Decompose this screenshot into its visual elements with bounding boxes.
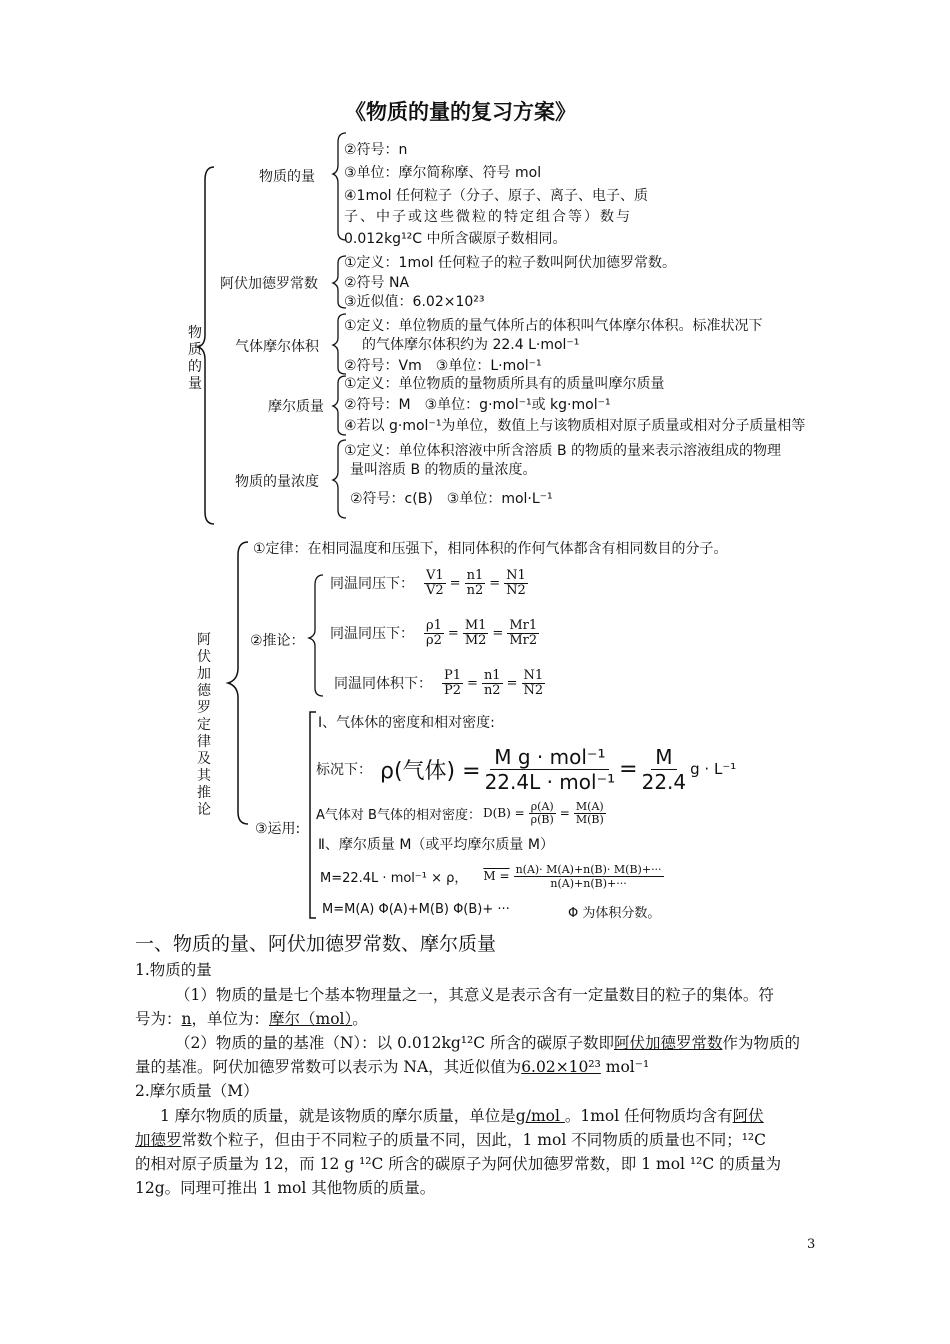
denominator: ρ2 <box>426 632 442 648</box>
amount-item-1: ②符号：n <box>344 142 408 158</box>
fraction <box>514 863 664 890</box>
fraction <box>442 669 463 698</box>
para-1-title: 1.物质的量 <box>135 961 212 979</box>
numerator: N1 <box>523 667 544 683</box>
numerator: P1 <box>444 667 462 683</box>
mix-formula: M=M(A) Φ(A)+M(B) Φ(B)+ ··· <box>322 902 510 917</box>
app-sub1: Ⅰ、气体休的密度和相对密度: <box>318 715 495 731</box>
denominator: n2 <box>466 582 484 598</box>
page-title: 《物质的量的复习方案》 <box>345 100 576 124</box>
numerator: M <box>651 745 676 770</box>
root-label-law: 阿伏加德罗定律及其推论 <box>197 632 211 818</box>
molar-volume-item-2: 的气体摩尔体积约为 22.4 L·mol⁻¹ <box>362 337 580 353</box>
text: 作为物质的 <box>722 1034 801 1052</box>
numerator: Mr1 <box>509 617 538 633</box>
fraction <box>574 801 606 826</box>
underlined-text: 阿伏加德罗常数 <box>614 1034 723 1052</box>
numerator: ρ1 <box>426 617 442 633</box>
numerator: n1 <box>466 567 484 583</box>
molar-mass-item-1: ①定义：单位物质的量物质所具有的质量叫摩尔质量 <box>344 376 665 392</box>
numerator: n1 <box>483 667 501 683</box>
branch-label-molar-mass: 摩尔质量 <box>268 399 324 415</box>
numerator: V1 <box>426 567 444 583</box>
denominator: n2 <box>483 682 501 698</box>
molar-volume-item-1: ①定义：单位物质的量气体所占的体积叫气体摩尔体积。标准状况下 <box>344 318 763 334</box>
para-1-line-b <box>135 1007 368 1032</box>
text: ，单位为： <box>191 1010 270 1028</box>
text: 。1mol 任何物质均含有 <box>564 1107 733 1125</box>
relative-density: A气体对 B气体的相对密度： D(B) = $\frac{\rho(A)}{\rho(B)}$ = $\frac{M(A)}{M(B)}$ <box>316 799 604 826</box>
molar-mass-item-2: ②符号：M ③单位：g·mol⁻¹或 kg·mol⁻¹ <box>344 397 611 413</box>
page-number: 3 <box>807 1237 816 1252</box>
avogadro-item-1: ①定义：1mol 任何粒子的粒子数叫阿伏加德罗常数。 <box>344 255 676 271</box>
fraction <box>424 569 446 598</box>
denominator: ρ(B) <box>530 812 554 826</box>
para-2-line-b <box>135 1128 766 1153</box>
law-rule: ①定律：在相同温度和压强下，相同体积的作何气体都含有相同数目的分子。 <box>253 541 728 557</box>
fraction <box>485 745 616 794</box>
denominator: 22.4 <box>641 769 687 794</box>
std-label: 标况下： <box>316 762 372 778</box>
rho-gas: ρ(气体) = <box>380 758 481 784</box>
text: 。 <box>352 1010 368 1028</box>
molar-mass-formulas <box>320 858 666 894</box>
fraction <box>465 569 486 598</box>
fraction <box>522 669 546 698</box>
concentration-item-1: ①定义：单位体积溶液中所含溶质 B 的物质的量来表示溶液组成的物理 <box>344 443 782 459</box>
numerator: ρ(A) <box>530 799 554 813</box>
phi-note: Φ 为体积分数。 <box>568 906 661 921</box>
text: mol⁻¹ <box>600 1058 650 1076</box>
branch-label-amount: 物质的量 <box>259 169 315 185</box>
fraction <box>463 619 489 648</box>
avogadro-item-3: ③近似值：6.02×10²³ <box>344 294 485 310</box>
para-1-line-c <box>175 1031 800 1056</box>
fraction <box>507 619 539 648</box>
denominator: V2 <box>426 582 444 598</box>
para-1-line-d <box>135 1055 649 1080</box>
denominator: P2 <box>444 682 462 698</box>
inference-row-2: 同温同压下： $\frac{\rho 1}{\rho 2}$ = $\frac{M1}{M2}$ = $\frac{Mr1}{Mr2}$ <box>330 617 538 648</box>
denominator: M(B) <box>575 812 604 826</box>
underlined-text: 阿伏 <box>732 1107 764 1125</box>
inference-condition: 同温同压下： <box>330 626 414 642</box>
section-heading: 一、物质的量、阿伏加德罗常数、摩尔质量 <box>135 933 497 955</box>
numerator: M(A) <box>575 799 604 813</box>
avogadro-item-2: ②符号 NA <box>344 275 410 291</box>
unit: g · L⁻¹ <box>690 760 737 778</box>
fraction <box>504 569 528 598</box>
molar-mass-item-3: ④若以 g·mol⁻¹为单位，数值上与该物质相对原子质量或相对分子质量相等 <box>344 418 806 434</box>
amount-item-4: 子、中子或这些微粒的特定组合等）数与 <box>344 209 632 225</box>
db-label: D(B) = <box>482 806 525 820</box>
denominator: N2 <box>523 682 544 698</box>
denominator: n(A)+n(B)+··· <box>550 876 627 890</box>
inference-row-3: 同温同体积下： $\frac{P1}{P2}$ = $\frac{n1}{n2}$ = $\frac{N1}{N2}$ <box>334 667 544 698</box>
concentration-item-2: 量叫溶质 B 的物质的量浓度。 <box>350 462 537 478</box>
m-formula: M=22.4L · mol⁻¹ × ρ， <box>320 870 468 886</box>
para-2-line-a <box>160 1104 764 1129</box>
root-label-amount: 物质的量 <box>188 325 202 392</box>
concentration-item-3: ②符号：c(B) ③单位：mol·L⁻¹ <box>350 491 553 507</box>
branch-label-avogadro: 阿伏加德罗常数 <box>220 276 318 292</box>
mbar-label: M = <box>483 869 510 883</box>
denominator: N2 <box>506 582 526 598</box>
molar-volume-item-3: ②符号：Vm ③单位：L·mol⁻¹ <box>344 358 542 374</box>
text: 量的基准。阿伏加德罗常数可以表示为 NA，其近似值为 <box>135 1058 522 1076</box>
fraction <box>482 669 503 698</box>
numerator: M1 <box>464 617 487 633</box>
fraction <box>642 745 687 794</box>
numerator: N1 <box>506 567 526 583</box>
equals: = <box>619 756 638 782</box>
inference-row-1: 同温同压下： $\frac{V1}{V2}$ = $\frac{n1}{n2}$ = $\frac{N1}{N2}$ <box>330 567 526 598</box>
denominator: Mr2 <box>509 632 538 648</box>
text: 1 摩尔物质的质量，就是该物质的摩尔质量，单位是 <box>160 1107 516 1125</box>
para-1-line-a: （1）物质的量是七个基本物理量之一，其意义是表示含有一定量数目的粒子的集体。符 <box>175 986 774 1004</box>
underlined-text: g/mol <box>515 1107 565 1125</box>
rel-density-label: A气体对 B气体的相对密度： <box>316 807 481 823</box>
text: 号为： <box>135 1010 182 1028</box>
para-2-line-d: 12g。同理可推出 1 mol 其他物质的质量。 <box>135 1179 436 1197</box>
text: 常数个粒子，但由于不同粒子的质量不同，因此，1 mol 不同物质的质量也不同；¹²C <box>181 1131 767 1149</box>
amount-item-2: ③单位：摩尔简称摩、符号 mol <box>344 165 542 181</box>
branch-label-concentration: 物质的量浓度 <box>235 474 319 490</box>
inference-condition: 同温同体积下： <box>334 676 432 692</box>
application-label: ③运用: <box>255 821 301 837</box>
fraction <box>424 619 444 648</box>
std-density-formula <box>316 740 736 798</box>
branch-label-molar-volume: 气体摩尔体积 <box>235 339 319 355</box>
amount-item-5: 0.012kg¹²C 中所含碳原子数相同。 <box>344 231 567 247</box>
para-2-title: 2.摩尔质量（M） <box>135 1082 259 1100</box>
denominator: 22.4L · mol⁻¹ <box>484 769 616 794</box>
underlined-text: 摩尔（mol） <box>269 1010 353 1028</box>
para-2-line-c: 的相对原子质量为 12，而 12 g ¹²C 所含的碳原子为阿伏加德罗常数，即 1 mol ¹²C 的质量为 <box>135 1155 782 1173</box>
denominator: M2 <box>464 632 487 648</box>
inference-condition: 同温同压下： <box>330 576 414 592</box>
text: （2）物质的量的基准（N）：以 0.012kg¹²C 所含的碳原子数即 <box>175 1034 615 1052</box>
underlined-text: 6.02×10²³ <box>521 1058 601 1076</box>
underlined-text: n <box>181 1010 192 1028</box>
fraction <box>529 801 556 826</box>
numerator: n(A)· M(A)+n(B)· M(B)+··· <box>515 862 662 876</box>
inference-label: ②推论： <box>250 633 305 649</box>
amount-item-3: ④1mol 任何粒子（分子、原子、离子、电子、质 <box>344 188 648 204</box>
underlined-text: 加德罗 <box>135 1131 182 1149</box>
numerator: M g · mol⁻¹ <box>490 745 609 770</box>
app-sub2: Ⅱ、摩尔质量 M（或平均摩尔质量 M） <box>318 837 554 853</box>
